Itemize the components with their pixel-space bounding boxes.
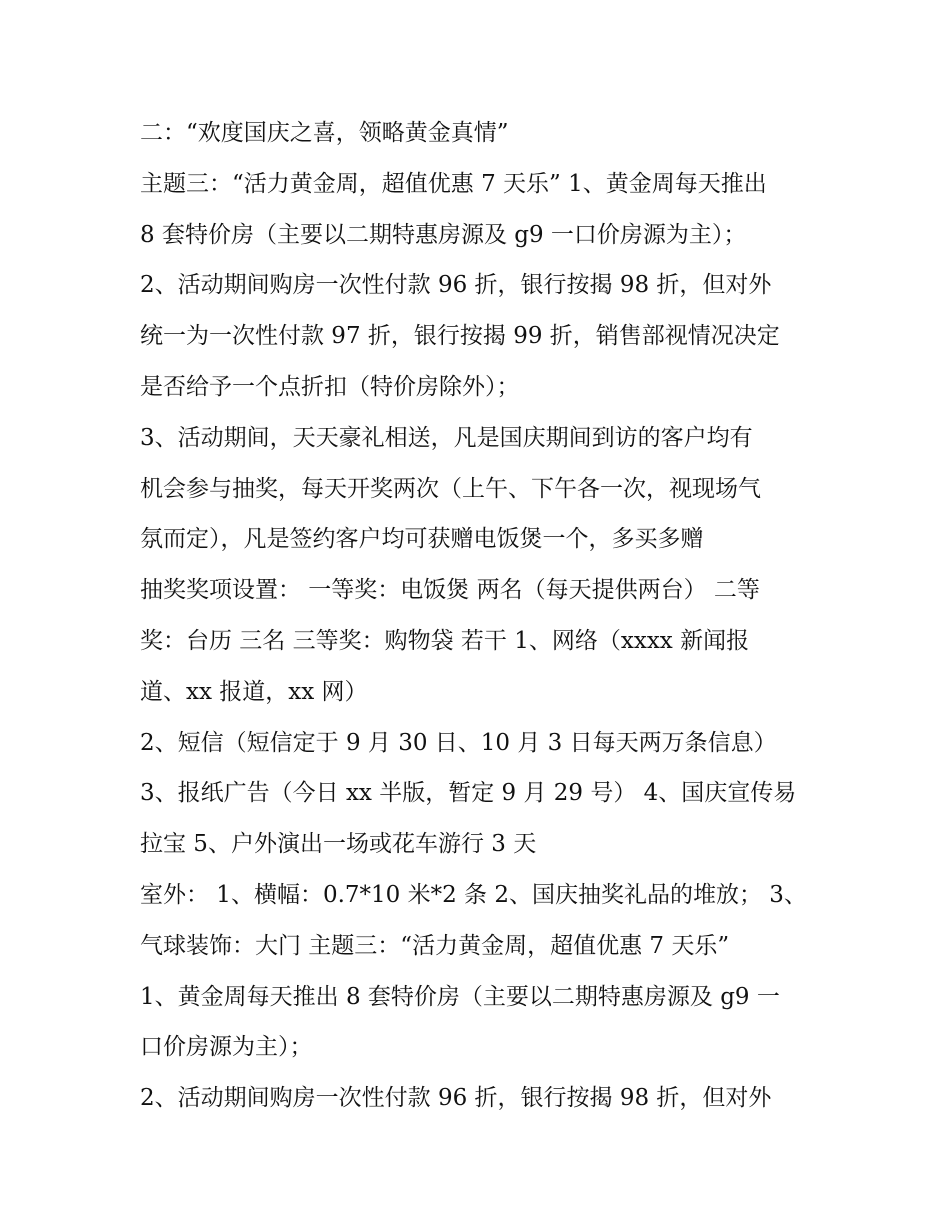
text-line: 氛而定），凡是签约客户均可获赠电饭煲一个，多买多赠 (140, 526, 704, 553)
text-line: 8 套特价房（主要以二期特惠房源及 g9 一口价房源为主）； (140, 221, 747, 248)
text-line: 主题三：“活力黄金周，超值优惠 7 天乐” 1、黄金周每天推出 (140, 170, 767, 197)
text-line: 3、报纸广告（今日 xx 半版，暂定 9 月 29 号） 4、国庆宣传易 (140, 780, 797, 807)
text-line: 是否给予一个点折扣（特价房除外）； (140, 373, 520, 400)
text-line: 二：“欢度国庆之喜，领略黄金真情” (140, 120, 509, 146)
text-line: 拉宝 5、户外演出一场或花车游行 3 天 (140, 831, 537, 858)
text-line: 口价房源为主）； (140, 1034, 313, 1061)
document-body (140, 108, 820, 1124)
text-line: 1、黄金周每天推出 8 套特价房（主要以二期特惠房源及 g9 一 (140, 983, 780, 1010)
text-line: 机会参与抽奖，每天开奖两次（上午、下午各一次，视现场气 (140, 475, 761, 502)
text-line: 道、xx 报道，xx 网） (140, 678, 368, 705)
text-line: 2、短信（短信定于 9 月 30 日、10 月 3 日每天两万条信息） (140, 729, 777, 756)
text-line: 抽奖奖项设置： 一等奖：电饭煲 两名（每天提供两台） 二等 (140, 577, 760, 604)
text-line: 2、活动期间购房一次性付款 96 折，银行按揭 98 折，但对外 (140, 272, 772, 299)
text-line: 统一为一次性付款 97 折，银行按揭 99 折，销售部视情况决定 (140, 323, 780, 350)
text-line: 气球装饰：大门 主题三：“活力黄金周，超值优惠 7 天乐” (140, 932, 730, 959)
text-line: 2、活动期间购房一次性付款 96 折，银行按揭 98 折，但对外 (140, 1085, 772, 1112)
text-line: 3、活动期间，天天豪礼相送，凡是国庆期间到访的客户均有 (140, 424, 753, 451)
text-line: 室外： 1、横幅：0.7*10 米*2 条 2、国庆抽奖礼品的堆放； 3、 (140, 881, 807, 908)
text-line: 奖：台历 三名 三等奖：购物袋 若干 1、网络（xxxx 新闻报 (140, 627, 750, 654)
